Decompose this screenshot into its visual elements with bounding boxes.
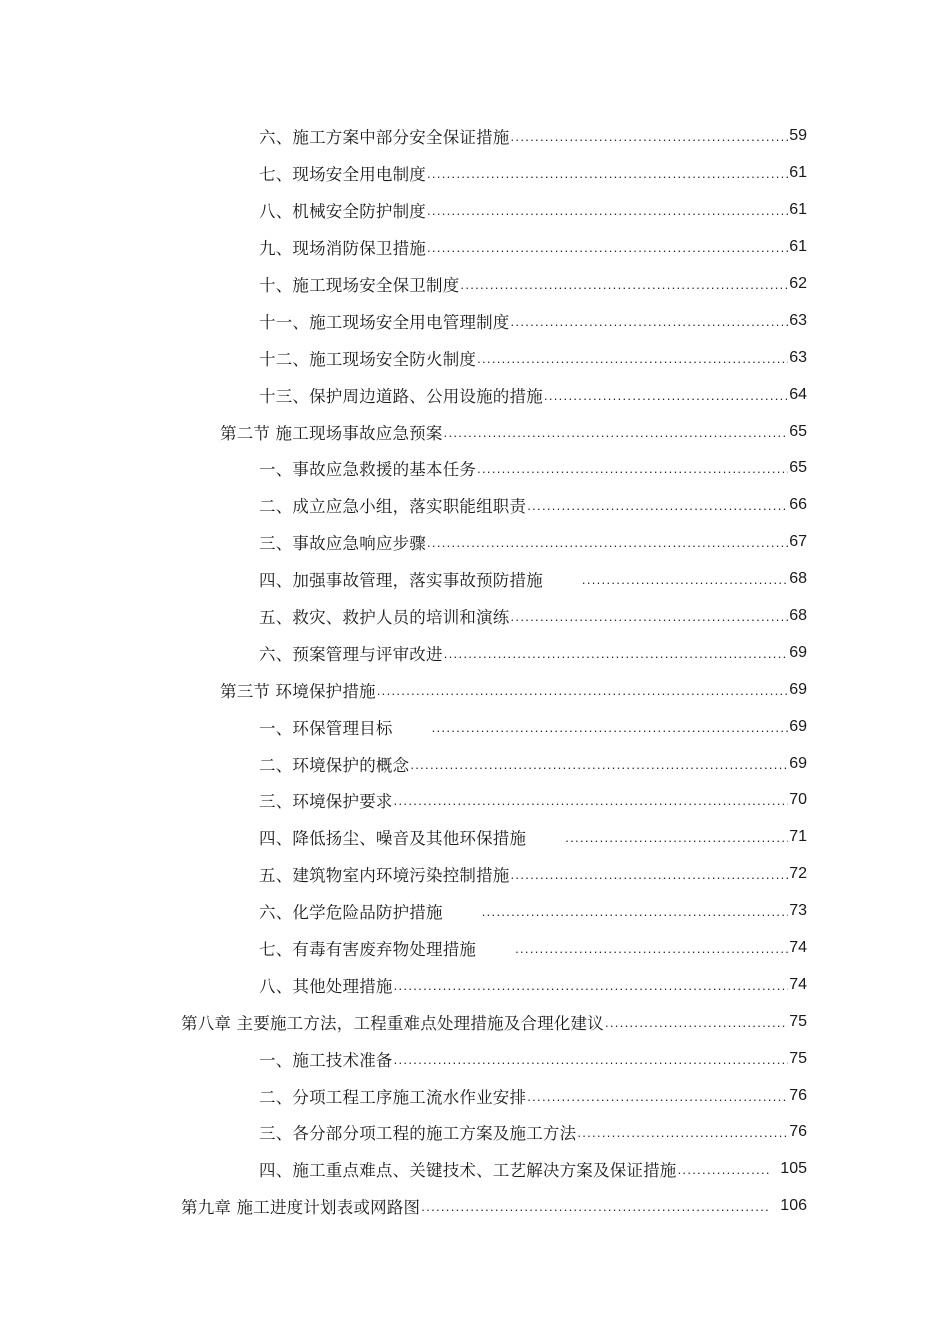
toc-page-number: 61 bbox=[789, 201, 807, 219]
toc-page-number: 106 bbox=[780, 1197, 807, 1215]
toc-dot-leader bbox=[460, 276, 788, 294]
toc-entry-title: 九、现场消防保卫措施 bbox=[259, 239, 426, 259]
toc-dot-leader bbox=[377, 682, 788, 700]
toc-dot-leader bbox=[427, 165, 788, 183]
toc-subsection-entry[interactable] bbox=[0, 524, 950, 561]
toc-dot-leader bbox=[511, 128, 789, 146]
toc-entry-title: 七、有毒有害废弃物处理措施 bbox=[259, 940, 477, 960]
toc-subsection-entry[interactable] bbox=[0, 1114, 950, 1151]
toc-dot-leader bbox=[527, 1088, 788, 1106]
toc-page-number: 76 bbox=[789, 1086, 807, 1104]
toc-chapter-entry[interactable] bbox=[0, 1003, 950, 1040]
table-of-contents bbox=[0, 118, 950, 1225]
toc-entry-title: 五、建筑物室内环境污染控制措施 bbox=[259, 866, 510, 886]
toc-page-number: 75 bbox=[789, 1049, 807, 1067]
toc-page-number: 61 bbox=[789, 164, 807, 182]
toc-subsection-entry[interactable] bbox=[0, 966, 950, 1003]
toc-page-number: 63 bbox=[789, 311, 807, 329]
toc-subsection-entry[interactable] bbox=[0, 745, 950, 782]
toc-entry-title: 四、施工重点难点、关键技术、工艺解决方案及保证措施 bbox=[259, 1161, 677, 1181]
toc-dot-leader bbox=[482, 903, 789, 921]
toc-dot-leader bbox=[527, 497, 788, 515]
toc-entry-title: 十、施工现场安全保卫制度 bbox=[259, 276, 460, 295]
toc-page-number: 74 bbox=[789, 975, 807, 993]
toc-subsection-entry[interactable] bbox=[0, 598, 950, 635]
toc-dot-leader bbox=[477, 350, 788, 368]
toc-page-number: 63 bbox=[789, 348, 807, 366]
toc-subsection-entry[interactable] bbox=[0, 1077, 950, 1114]
toc-entry-title: 二、成立应急小组，落实职能组职责 bbox=[259, 497, 527, 517]
toc-subsection-entry[interactable] bbox=[0, 450, 950, 487]
toc-chapter-entry[interactable] bbox=[0, 1188, 950, 1225]
toc-subsection-entry[interactable] bbox=[0, 819, 950, 856]
toc-page-number: 76 bbox=[789, 1123, 807, 1141]
toc-entry-title: 十三、保护周边道路、公用设施的措施 bbox=[259, 386, 543, 406]
toc-dot-leader bbox=[421, 1198, 770, 1216]
toc-dot-leader bbox=[394, 792, 789, 810]
toc-dot-leader bbox=[515, 940, 788, 958]
toc-entry-title: 八、其他处理措施 bbox=[259, 976, 393, 996]
toc-subsection-entry[interactable] bbox=[0, 339, 950, 376]
toc-subsection-entry[interactable] bbox=[0, 266, 950, 303]
toc-entry-title: 十二、施工现场安全防火制度 bbox=[259, 349, 477, 369]
toc-entry-title: 六、预案管理与评审改进 bbox=[259, 644, 443, 664]
toc-dot-leader bbox=[582, 571, 788, 589]
toc-dot-leader bbox=[427, 202, 788, 220]
toc-section-entry[interactable] bbox=[0, 671, 950, 708]
toc-entry-title: 四、加强事故管理，落实事故预防措施 bbox=[259, 571, 543, 591]
toc-section-entry[interactable] bbox=[0, 413, 950, 450]
toc-entry-title: 八、机械安全防护制度 bbox=[259, 202, 426, 222]
toc-entry-title: 一、环保管理目标 bbox=[259, 718, 393, 738]
toc-dot-leader bbox=[544, 387, 788, 405]
toc-page-number: 59 bbox=[789, 127, 807, 145]
toc-subsection-entry[interactable] bbox=[0, 856, 950, 893]
toc-page-number: 65 bbox=[789, 422, 807, 440]
toc-subsection-entry[interactable] bbox=[0, 229, 950, 266]
toc-page-number: 73 bbox=[789, 902, 807, 920]
toc-subsection-entry[interactable] bbox=[0, 930, 950, 967]
toc-dot-leader bbox=[511, 313, 789, 331]
toc-entry-title: 第九章 施工进度计划表或网路图 bbox=[181, 1198, 421, 1218]
toc-subsection-entry[interactable] bbox=[0, 561, 950, 598]
toc-subsection-entry[interactable] bbox=[0, 302, 950, 339]
toc-entry-title: 一、施工技术准备 bbox=[259, 1050, 393, 1070]
toc-page-number: 62 bbox=[789, 275, 807, 292]
toc-subsection-entry[interactable] bbox=[0, 782, 950, 819]
toc-dot-leader bbox=[678, 1161, 771, 1179]
toc-entry-title: 七、现场安全用电制度 bbox=[259, 165, 426, 185]
toc-entry-title: 二、分项工程工序施工流水作业安排 bbox=[259, 1087, 527, 1107]
toc-subsection-entry[interactable] bbox=[0, 376, 950, 413]
toc-entry-title: 二、环境保护的概念 bbox=[259, 755, 410, 775]
toc-page-number: 69 bbox=[789, 754, 807, 772]
toc-subsection-entry[interactable] bbox=[0, 118, 950, 155]
toc-dot-leader bbox=[394, 977, 789, 995]
toc-page-number: 68 bbox=[789, 570, 807, 588]
toc-page-number: 75 bbox=[789, 1012, 807, 1030]
toc-dot-leader bbox=[477, 460, 788, 478]
toc-entry-title: 第二节 施工现场事故应急预案 bbox=[220, 423, 443, 443]
toc-entry-title: 六、施工方案中部分安全保证措施 bbox=[259, 128, 510, 148]
toc-page-number: 69 bbox=[789, 717, 807, 735]
toc-dot-leader bbox=[511, 608, 789, 626]
toc-dot-leader bbox=[577, 1124, 788, 1142]
toc-page-number: 67 bbox=[789, 533, 807, 551]
toc-dot-leader bbox=[444, 645, 789, 663]
toc-page-number: 69 bbox=[789, 643, 807, 661]
toc-subsection-entry[interactable] bbox=[0, 708, 950, 745]
toc-dot-leader bbox=[410, 756, 788, 774]
toc-page-number: 64 bbox=[789, 385, 807, 403]
toc-page-number: 61 bbox=[789, 238, 807, 256]
toc-dot-leader bbox=[432, 719, 789, 737]
toc-page-number: 71 bbox=[789, 828, 807, 846]
toc-subsection-entry[interactable] bbox=[0, 634, 950, 671]
toc-entry-title: 三、环境保护要求 bbox=[259, 792, 393, 812]
toc-subsection-entry[interactable] bbox=[0, 1040, 950, 1077]
toc-entry-title: 第三节 环境保护措施 bbox=[220, 681, 376, 701]
toc-entry-title: 五、救灾、救护人员的培训和演练 bbox=[259, 608, 510, 628]
toc-entry-title: 三、各分部分项工程的施工方案及施工方法 bbox=[259, 1124, 577, 1144]
toc-page-number: 74 bbox=[789, 939, 807, 957]
toc-entry-title: 一、事故应急救援的基本任务 bbox=[259, 460, 477, 480]
toc-subsection-entry[interactable] bbox=[0, 155, 950, 192]
toc-dot-leader bbox=[394, 1051, 789, 1069]
toc-dot-leader bbox=[427, 239, 788, 257]
toc-subsection-entry[interactable] bbox=[0, 893, 950, 930]
toc-page-number: 105 bbox=[780, 1160, 807, 1178]
toc-subsection-entry[interactable] bbox=[0, 487, 950, 524]
toc-entry-title: 三、事故应急响应步骤 bbox=[259, 534, 426, 554]
toc-page-number: 72 bbox=[789, 865, 807, 883]
toc-page-number: 65 bbox=[789, 459, 807, 477]
toc-subsection-entry[interactable] bbox=[0, 1151, 950, 1188]
toc-entry-title: 四、降低扬尘、噪音及其他环保措施 bbox=[259, 829, 527, 849]
toc-page-number: 68 bbox=[789, 607, 807, 625]
toc-page-number: 70 bbox=[789, 791, 807, 809]
toc-dot-leader bbox=[565, 829, 788, 847]
toc-entry-title: 六、化学危险品防护措施 bbox=[259, 903, 443, 923]
toc-dot-leader bbox=[605, 1014, 788, 1032]
toc-dot-leader bbox=[444, 424, 789, 442]
toc-dot-leader bbox=[427, 534, 788, 552]
toc-entry-title: 第八章 主要施工方法，工程重难点处理措施及合理化建议 bbox=[181, 1013, 604, 1033]
toc-page-number: 66 bbox=[789, 496, 807, 514]
toc-subsection-entry[interactable] bbox=[0, 192, 950, 229]
toc-page-number: 69 bbox=[789, 680, 807, 698]
toc-entry-title: 十一、施工现场安全用电管理制度 bbox=[259, 312, 510, 332]
toc-dot-leader bbox=[511, 866, 789, 884]
